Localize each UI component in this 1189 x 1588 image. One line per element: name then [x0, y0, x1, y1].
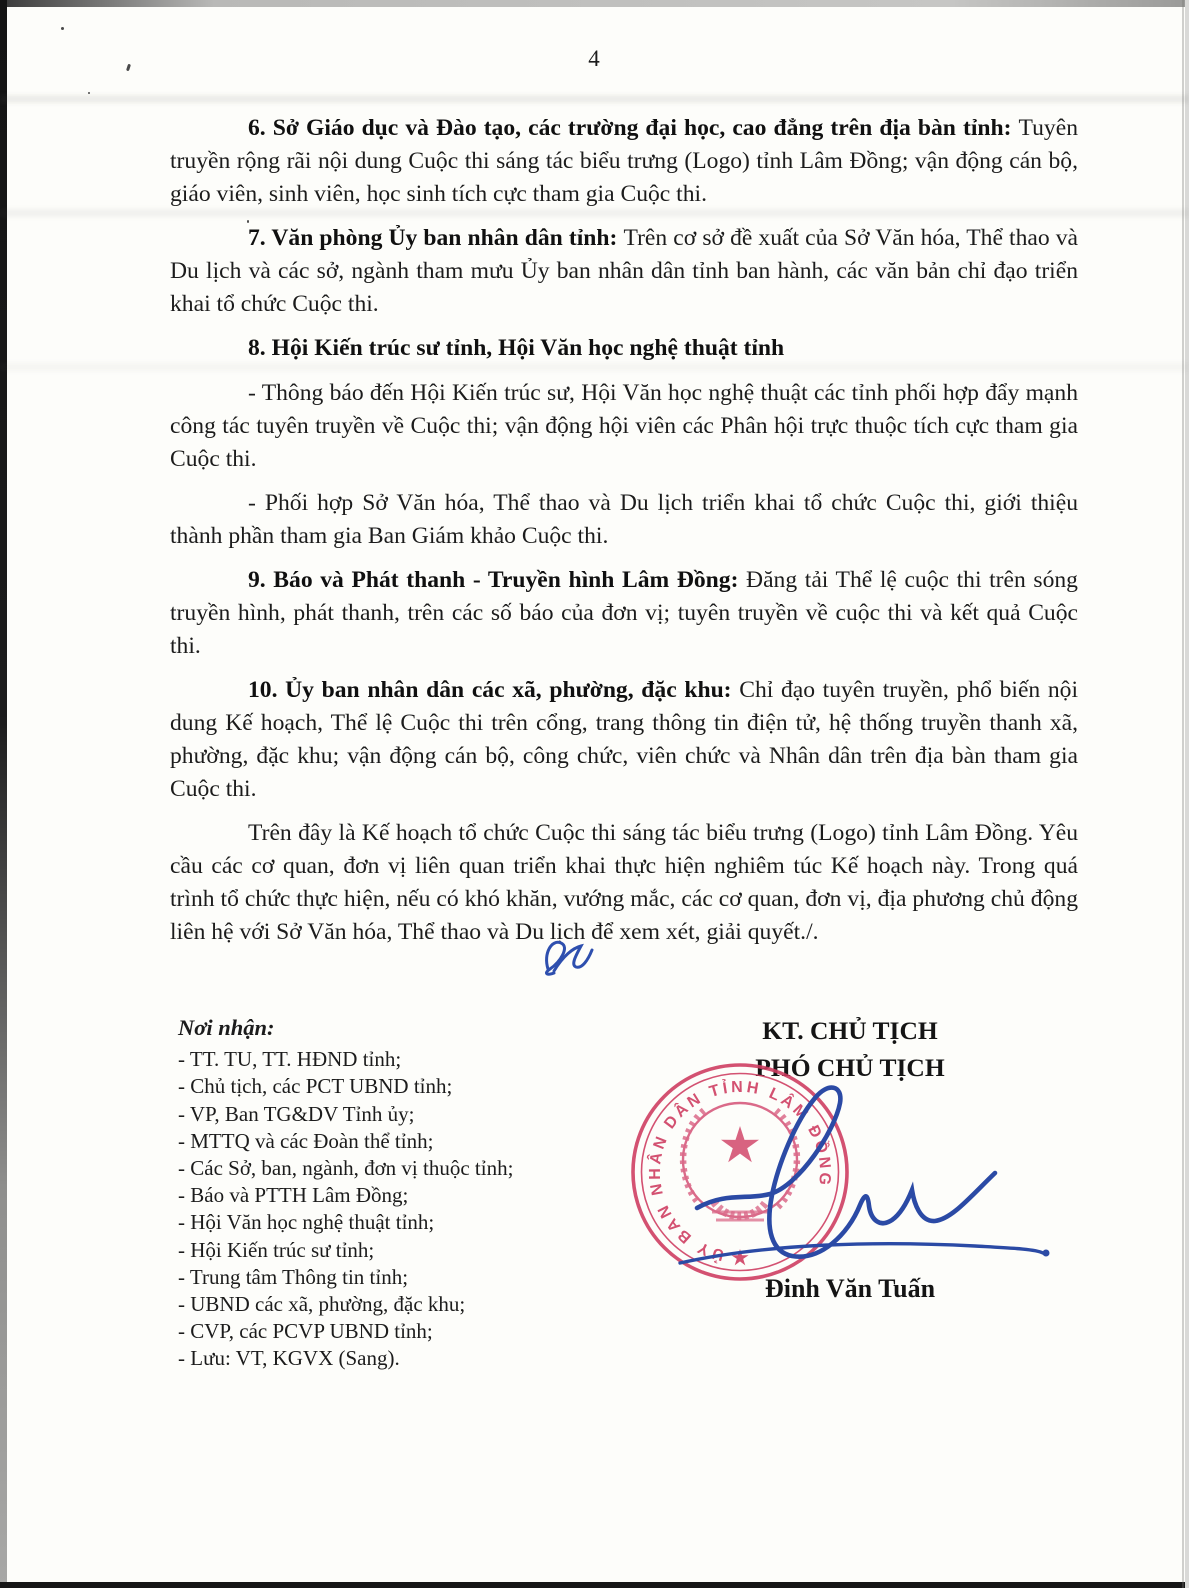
scan-edge-left: [0, 0, 7, 1588]
scan-edge-right: [1185, 0, 1189, 1588]
signature-title-line-1: KT. CHỦ TỊCH: [762, 1016, 938, 1045]
section-9-heading: 9. Báo và Phát thanh - Truyền hình Lâm Đồng:: [248, 567, 747, 593]
recipient-item: - Báo và PTTH Lâm Đồng;: [178, 1183, 409, 1208]
paragraph-section-6: [170, 112, 1078, 211]
scan-speck: [88, 92, 90, 94]
stamp-ring-text: ỦY BAN NHÂN DÂN TỈNH LÂM ĐỒNG: [646, 1078, 834, 1264]
section-9-text: Đăng tải Thể lệ cuộc thi trên sóng truyền hình, phát thanh, trên các số báo của đơn vị; tuyên truyền về cuộc thi và kết quả Cuộc thi.: [170, 567, 1078, 659]
scan-speck: [61, 27, 64, 30]
signature-flourish: [680, 1088, 1050, 1263]
paragraph-section-8-heading: [170, 332, 1078, 365]
section-7-heading: 7. Văn phòng Ủy ban nhân dân tỉnh:: [248, 225, 624, 251]
paragraph-section-7: [170, 222, 1078, 321]
section-6-heading: 6. Sở Giáo dục và Đào tạo, các trường đại học, cao đẳng trên địa bàn tỉnh:: [248, 115, 1019, 141]
section-10-text: Chỉ đạo tuyên truyền, phổ biến nội dung Kế hoạch, Thể lệ Cuộc thi trên cổng, trang thông tin điện tử, hệ thống truyền thanh xã, phường, đặc khu; vận động cán bộ, công chức, viên chức và Nhân dân trên địa bàn tham gia Cuộc thi.: [170, 677, 1079, 802]
recipient-item: - UBND các xã, phường, đặc khu;: [178, 1292, 466, 1317]
paragraph-closing: [170, 817, 1078, 949]
signer-name: Đinh Văn Tuấn: [764, 1274, 936, 1303]
signature-title-block: [635, 1012, 1065, 1086]
paragraph-section-9: [170, 564, 1078, 663]
scan-edge-right-line: [1182, 0, 1184, 1588]
recipient-item: - Hội Văn học nghệ thuật tỉnh;: [178, 1210, 435, 1235]
closing-text: Trên đây là Kế hoạch tổ chức Cuộc thi sáng tác biểu trưng (Logo) tỉnh Lâm Đồng. Yêu cầu các cơ quan, đơn vị liên quan triển khai thực hiện nghiêm túc Kế hoạch này. Trong quá trình tổ chức thực hiện, nếu có khó khăn, vướng mắc, các cơ quan, đơn vị, địa phương chủ động liên hệ với Sở Văn hóa, Thể thao và Du lịch để xem xét, giải quyết./.: [170, 820, 1078, 945]
document-body: [170, 112, 1078, 960]
section-8-heading: 8. Hội Kiến trúc sư tỉnh, Hội Văn học nghệ thuật tỉnh: [248, 335, 785, 361]
scan-smudge: [0, 95, 1189, 103]
recipient-item: - Trung tâm Thông tin tỉnh;: [178, 1264, 409, 1289]
recipients-title: Nơi nhận:: [178, 1015, 275, 1040]
section-10-heading: 10. Ủy ban nhân dân các xã, phường, đặc khu:: [248, 677, 740, 703]
section-7-text: Trên cơ sở đề xuất của Sở Văn hóa, Thể thao và Du lịch và các sở, ngành tham mưu Ủy ban nhân dân tỉnh ban hành, các văn bản chỉ đạo triển khai tổ chức Cuộc thi.: [170, 225, 1078, 317]
paragraph-section-8-bullet-2: [170, 487, 1078, 553]
recipient-item: - Lưu: VT, KGVX (Sang).: [178, 1346, 400, 1371]
paragraph-section-10: [170, 674, 1078, 806]
recipient-item: - Chủ tịch, các PCT UBND tỉnh;: [178, 1074, 453, 1099]
section-8-bullet-1-text: - Thông báo đến Hội Kiến trúc sư, Hội Văn học nghệ thuật các tỉnh phối hợp đẩy mạnh công tác tuyên truyền về Cuộc thi; vận động hội viên các Phân hội trực thuộc tích cực tham gia Cuộc thi.: [170, 380, 1078, 472]
recipient-item: - Hội Kiến trúc sư tỉnh;: [178, 1237, 375, 1262]
official-stamp-icon: [633, 1065, 847, 1279]
section-6-text: Tuyên truyền rộng rãi nội dung Cuộc thi sáng tác biểu trưng (Logo) tỉnh Lâm Đồng; vận động cán bộ, giáo viên, sinh viên, học sinh tích cực tham gia Cuộc thi.: [170, 115, 1078, 207]
svg-text:ỦY BAN NHÂN DÂN TỈNH LÂM ĐỒNG: [645, 1078, 833, 1266]
emblem-star-icon: [721, 1126, 759, 1162]
stamp-separator-star-icon: [731, 1249, 748, 1265]
paragraph-section-8-bullet-1: [170, 377, 1078, 476]
signature-title-line-2: PHÓ CHỦ TỊCH: [755, 1053, 945, 1082]
recipient-item: - TT. TU, TT. HĐND tỉnh;: [178, 1047, 402, 1072]
recipient-item: - MTTQ và các Đoàn thể tỉnh;: [178, 1128, 434, 1153]
recipient-item: - VP, Ban TG&DV Tỉnh ủy;: [178, 1101, 415, 1126]
recipient-item: - Các Sở, ban, ngành, đơn vị thuộc tỉnh;: [178, 1156, 514, 1181]
recipients-block: [178, 1014, 608, 1373]
scan-edge-top: [0, 0, 1189, 7]
section-8-bullet-2-text: - Phối hợp Sở Văn hóa, Thể thao và Du lịch triển khai tổ chức Cuộc thi, giới thiệu thành phần tham gia Ban Giám khảo Cuộc thi.: [170, 490, 1078, 549]
scan-edge-bottom: [0, 1582, 1189, 1588]
recipient-item: - CVP, các PCVP UBND tỉnh;: [178, 1319, 433, 1344]
page-number: 4: [588, 46, 601, 71]
